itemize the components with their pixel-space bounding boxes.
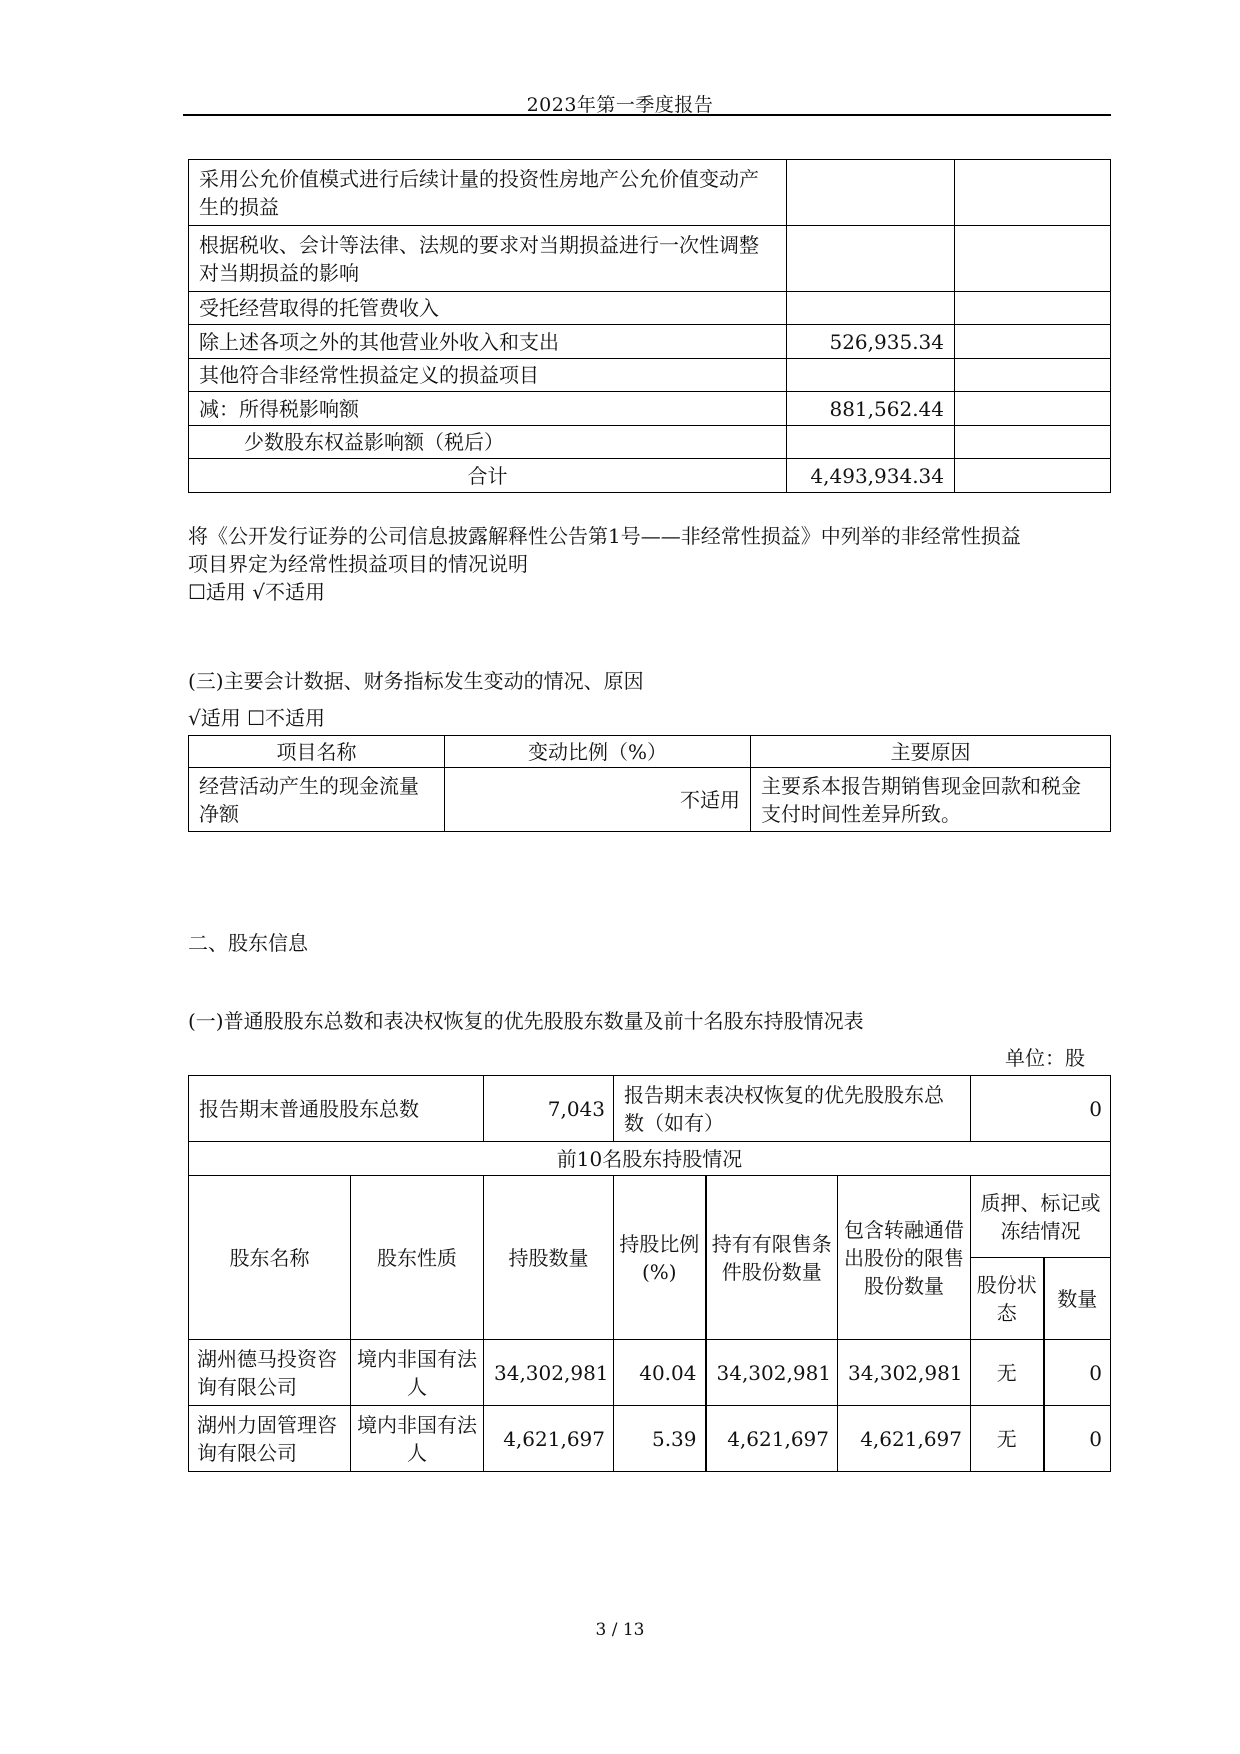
table-header-row: [189, 736, 1111, 768]
cell-pledge-quantity: 0: [1044, 1406, 1111, 1472]
header-change-ratio: 变动比例（%）: [445, 736, 751, 768]
cell-lent-restricted-shares: 4,621,697: [838, 1406, 971, 1472]
unit-label: 单位：股: [1005, 1046, 1085, 1070]
common-shareholders-label: 报告期末普通股股东总数: [189, 1076, 484, 1142]
cell-shareholder-name: 湖州力固管理咨询有限公司: [189, 1406, 351, 1472]
header-share-status: 股份状态: [971, 1258, 1044, 1340]
item-note: [955, 226, 1111, 292]
explanation-applicability: ☐适用 √不适用: [188, 580, 326, 604]
header-item-name: 项目名称: [189, 736, 445, 768]
cell-lent-restricted-shares: 34,302,981: [838, 1340, 971, 1406]
item-amount: [787, 426, 955, 459]
item-amount: [787, 292, 955, 325]
table-row: [189, 426, 1111, 459]
table-row: [189, 768, 1111, 832]
total-label: 合计: [189, 459, 787, 493]
preferred-shareholders-label: 报告期末表决权恢复的优先股股东总数（如有）: [614, 1076, 971, 1142]
nonrecurring-items-table: [188, 159, 1111, 493]
table-row: [189, 1340, 1111, 1406]
common-shareholders-value: 7,043: [484, 1076, 614, 1142]
section-three-applicability: √适用 ☐不适用: [188, 706, 326, 730]
table-header-row: [189, 1176, 1111, 1258]
header-main-reason: 主要原因: [751, 736, 1111, 768]
cell-share-status: 无: [971, 1340, 1044, 1406]
table-row: [189, 325, 1111, 359]
item-label: 采用公允价值模式进行后续计量的投资性房地产公允价值变动产生的损益: [189, 160, 787, 226]
total-note: [955, 459, 1111, 493]
header-lent-restricted-shares: 包含转融通借出股份的限售股份数量: [838, 1176, 971, 1340]
item-label: 除上述各项之外的其他营业外收入和支出: [189, 325, 787, 359]
section-two-subtitle: (一)普通股股东总数和表决权恢复的优先股股东数量及前十名股东持股情况表: [188, 1009, 864, 1033]
item-note: [955, 359, 1111, 392]
table-row: [189, 226, 1111, 292]
item-label: 受托经营取得的托管费收入: [189, 292, 787, 325]
item-label: 根据税收、会计等法律、法规的要求对当期损益进行一次性调整对当期损益的影响: [189, 226, 787, 292]
header-divider: [183, 114, 1111, 116]
table-total-row: [189, 459, 1111, 493]
item-note: [955, 292, 1111, 325]
page-number: 3 / 13: [595, 1620, 645, 1640]
item-note: [955, 325, 1111, 359]
cell-restricted-shares: 34,302,981: [706, 1340, 838, 1406]
cell-restricted-shares: 4,621,697: [706, 1406, 838, 1472]
cell-shareholder-name: 湖州德马投资咨询有限公司: [189, 1340, 351, 1406]
table-row: [189, 392, 1111, 426]
table-row: [189, 292, 1111, 325]
cell-item-name: 经营活动产生的现金流量净额: [189, 768, 445, 832]
cell-main-reason: 主要系本报告期销售现金回款和税金支付时间性差异所致。: [751, 768, 1111, 832]
item-label: 其他符合非经常性损益定义的损益项目: [189, 359, 787, 392]
section-three-title: (三)主要会计数据、财务指标发生变动的情况、原因: [188, 669, 644, 693]
item-amount: 526,935.34: [787, 325, 955, 359]
cell-holding-ratio: 5.39: [614, 1406, 706, 1472]
header-shares-held: 持股数量: [484, 1176, 614, 1340]
cell-shareholder-nature: 境内非国有法人: [351, 1406, 484, 1472]
item-amount: 881,562.44: [787, 392, 955, 426]
table-row: [189, 359, 1111, 392]
explanation-line-1: 将《公开发行证券的公司信息披露解释性公告第1号——非经常性损益》中列举的非经常性损益: [188, 524, 1021, 548]
item-amount: [787, 359, 955, 392]
cell-pledge-quantity: 0: [1044, 1340, 1111, 1406]
cell-shares-held: 34,302,981: [484, 1340, 614, 1406]
item-label: 少数股东权益影响额（税后）: [189, 426, 787, 459]
header-pledge-quantity: 数量: [1044, 1258, 1111, 1340]
cell-holding-ratio: 40.04: [614, 1340, 706, 1406]
preferred-shareholders-value: 0: [971, 1076, 1111, 1142]
item-amount: [787, 226, 955, 292]
item-note: [955, 160, 1111, 226]
top10-title-row: [189, 1142, 1111, 1176]
summary-row: [189, 1076, 1111, 1142]
item-note: [955, 392, 1111, 426]
header-shareholder-nature: 股东性质: [351, 1176, 484, 1340]
item-label: 减：所得税影响额: [189, 392, 787, 426]
header-restricted-shares: 持有有限售条件股份数量: [706, 1176, 838, 1340]
cell-change-ratio: 不适用: [445, 768, 751, 832]
header-holding-ratio: 持股比例(%): [614, 1176, 706, 1340]
table-row: [189, 160, 1111, 226]
table-row: [189, 1406, 1111, 1472]
section-two-title: 二、股东信息: [188, 931, 308, 955]
report-header-title: 2023年第一季度报告: [526, 94, 714, 116]
change-reasons-table: [188, 735, 1111, 832]
header-pledge-status: 质押、标记或冻结情况: [971, 1176, 1111, 1258]
cell-shareholder-nature: 境内非国有法人: [351, 1340, 484, 1406]
top10-title: 前10名股东持股情况: [189, 1142, 1111, 1176]
header-shareholder-name: 股东名称: [189, 1176, 351, 1340]
shareholders-table: [188, 1075, 1111, 1472]
item-amount: [787, 160, 955, 226]
item-note: [955, 426, 1111, 459]
cell-shares-held: 4,621,697: [484, 1406, 614, 1472]
total-amount: 4,493,934.34: [787, 459, 955, 493]
explanation-line-2: 项目界定为经常性损益项目的情况说明: [188, 552, 528, 576]
cell-share-status: 无: [971, 1406, 1044, 1472]
